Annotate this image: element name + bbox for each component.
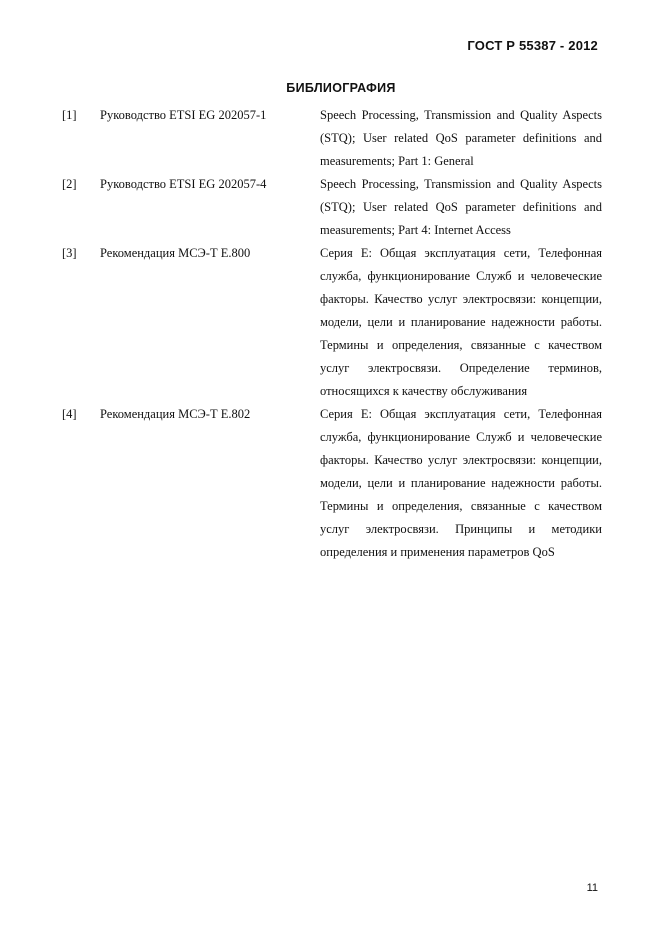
entry-description: Speech Processing, Transmission and Quality Aspects (STQ); User related QoS parameter definitions and measurements; Part 1: General bbox=[320, 108, 602, 168]
bibliography-entry bbox=[62, 403, 602, 564]
entry-source: Руководство ETSI EG 202057-1 bbox=[100, 108, 267, 122]
entry-number: [2] bbox=[62, 177, 77, 191]
entry-number: [4] bbox=[62, 407, 77, 421]
bibliography-entry bbox=[62, 104, 602, 173]
entry-description: Speech Processing, Transmission and Quality Aspects (STQ); User related QoS parameter definitions and measurements; Part 4: Internet Access bbox=[320, 177, 602, 237]
entry-source: Рекомендация МСЭ-Т E.802 bbox=[100, 407, 251, 421]
entry-description: Серия E: Общая эксплуатация сети, Телефонная служба, функционирование Служб и человеческие факторы. Качество услуг электросвязи: концепции, модели, цели и планирование надежности работы. Термины и определения, связанные с качеством услуг электросвязи. Принципы и методики определения и применения параметров QoS bbox=[320, 407, 602, 559]
bibliography-entry bbox=[62, 242, 602, 403]
document-standard-header: ГОСТ Р 55387 - 2012 bbox=[467, 38, 598, 53]
bibliography-list bbox=[62, 104, 602, 564]
entry-number: [1] bbox=[62, 108, 77, 122]
page-number: 11 bbox=[586, 882, 598, 894]
entry-source: Рекомендация МСЭ-Т E.800 bbox=[100, 246, 251, 260]
bibliography-entry bbox=[62, 173, 602, 242]
entry-description: Серия E: Общая эксплуатация сети, Телефонная служба, функционирование Служб и человеческие факторы. Качество услуг электросвязи: концепции, модели, цели и планирование надежности работы. Термины и определения, связанные с качеством услуг электросвязи. Определение терминов, относящихся к качеству обслуживания bbox=[320, 246, 602, 398]
bibliography-title: БИБЛИОГРАФИЯ bbox=[286, 81, 396, 95]
entry-source: Руководство ETSI EG 202057-4 bbox=[100, 177, 267, 191]
entry-number: [3] bbox=[62, 246, 77, 260]
